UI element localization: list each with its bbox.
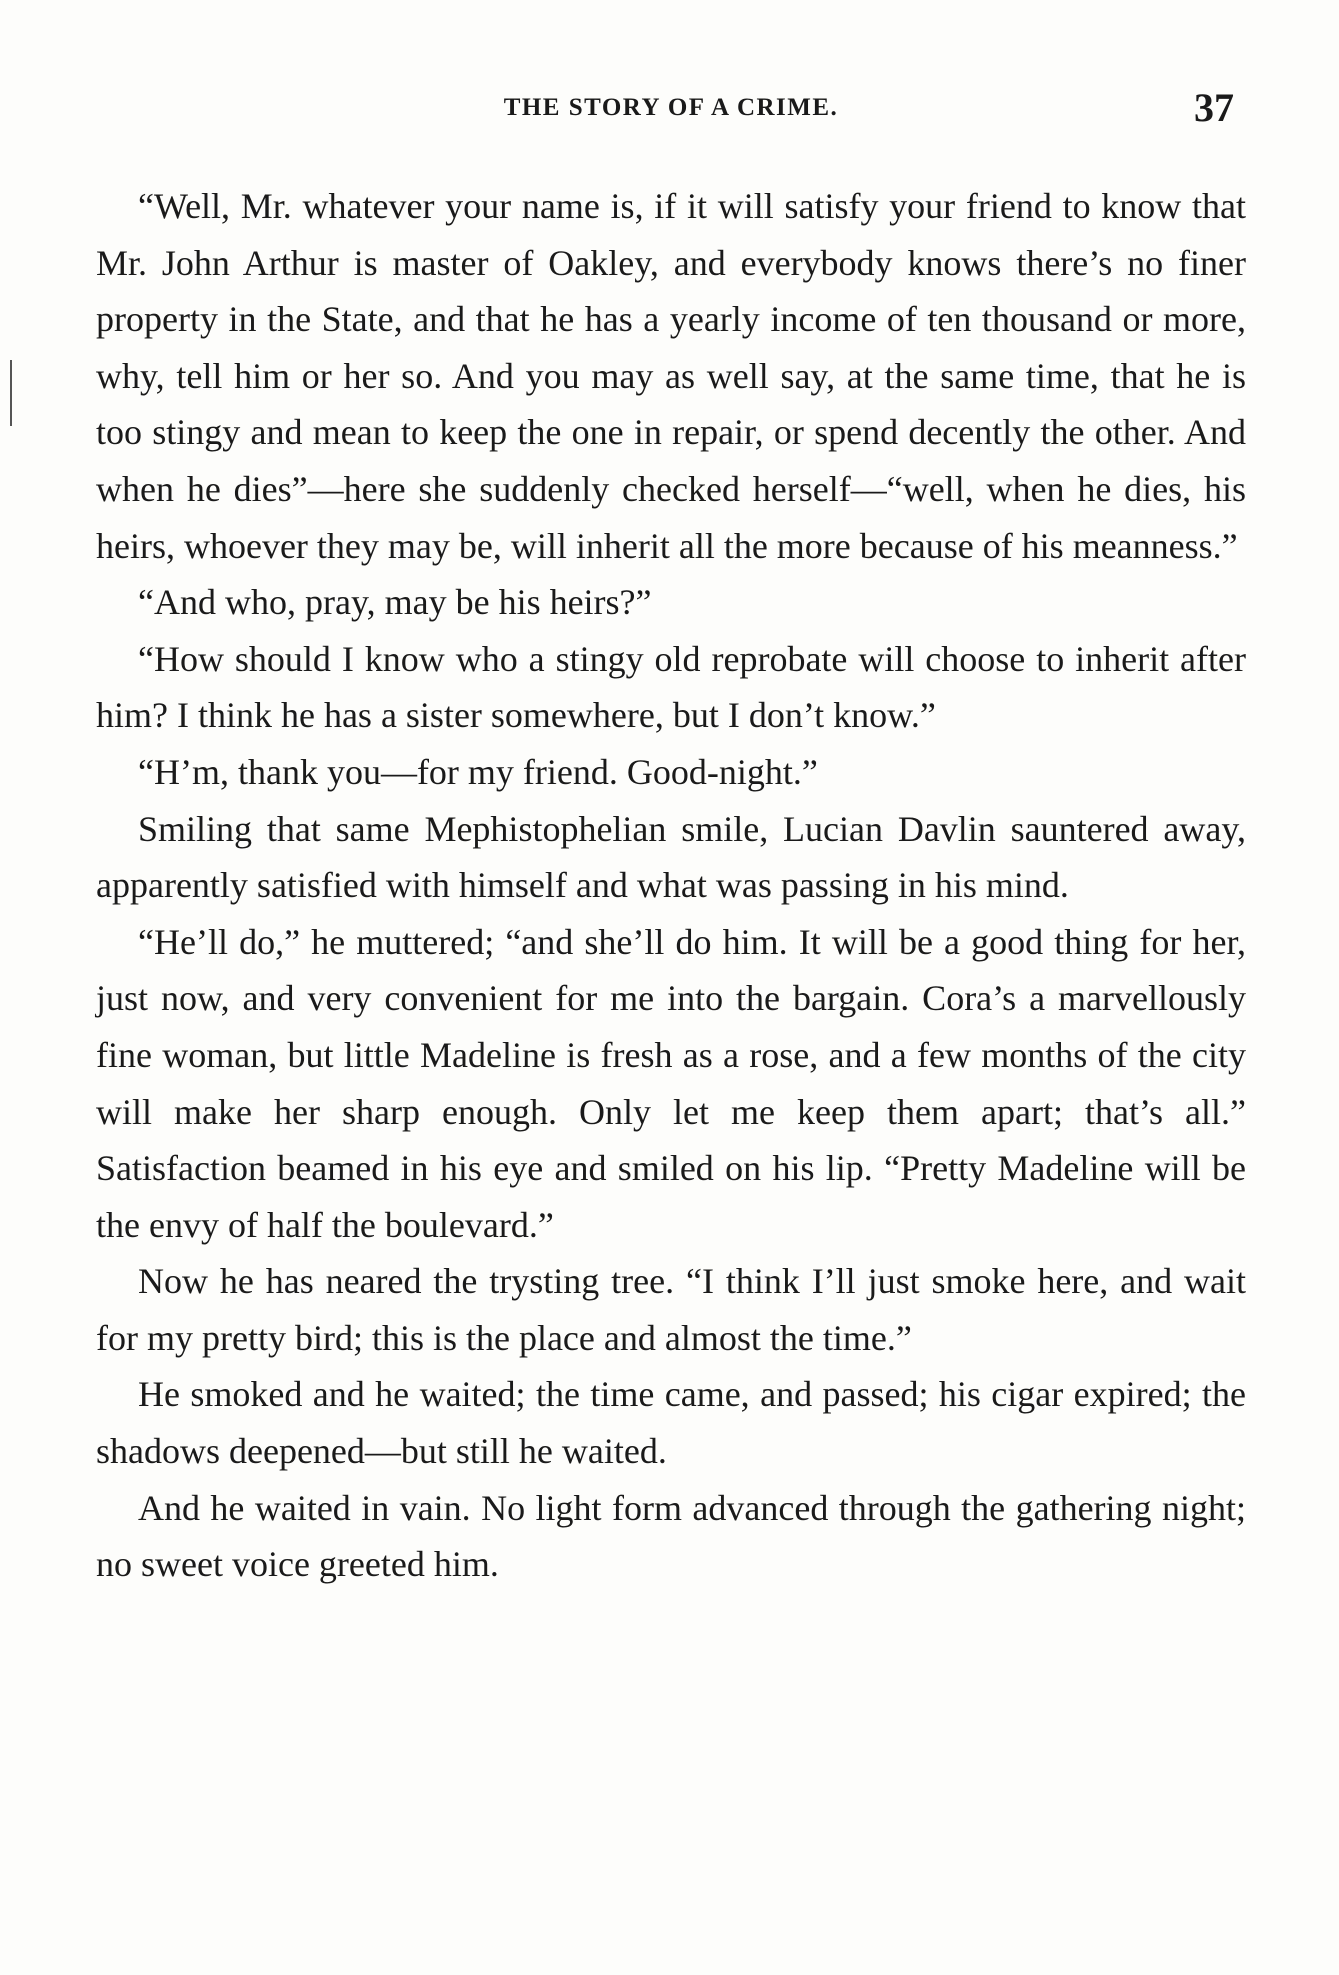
paragraph: “Well, Mr. whatever your name is, if it will satisfy your friend to know that Mr. John Arthur is master of Oakley, and everybody knows there’s no finer property in the State, and that he has a yearly income of ten thousand or more, why, tell him or her so. And you may as well say, at the same time, that he is too stingy and mean to keep the one in repair, or spend decently the other. And when he dies”—here she suddenly checked herself—“well, when he dies, his heirs, whoever they may be, will inherit all the more because of his meanness.”: [96, 186, 1246, 566]
paragraph: And he waited in vain. No light form advanced through the gathering night; no sweet voice greeted him.: [96, 1487, 1246, 1585]
paragraph: “How should I know who a stingy old reprobate will choose to inherit after him? I think he has a sister somewhere, but I don’t know.”: [96, 638, 1246, 736]
margin-mark: [10, 360, 12, 426]
page-number: 37: [1194, 85, 1234, 130]
paragraph: “He’ll do,” he muttered; “and she’ll do him. It will be a good thing for her, just now, and very convenient for me into the bargain. Cora’s a marvellously fine woman, but little Madeline is fresh as a rose, and a few months of the city will make her sharp enough. Only let me keep them apart; that’s all.” Satisfaction beamed in his eye and smiled on his lip. “Pretty Madeline will be the envy of half the boulevard.”: [96, 921, 1246, 1245]
body-text: [96, 178, 1246, 1593]
paragraph: He smoked and he waited; the time came, and passed; his cigar expired; the shadows deepened—but still he waited.: [96, 1374, 1246, 1472]
running-title: THE STORY OF A CRIME.: [503, 94, 839, 121]
paragraph: Smiling that same Mephistophelian smile, Lucian Davlin sauntered away, apparently satisfied with himself and what was passing in his mind.: [96, 808, 1246, 906]
paragraph: Now he has neared the trysting tree. “I think I’ll just smoke here, and wait for my pretty bird; this is the place and almost the time.”: [96, 1261, 1246, 1358]
running-head: [96, 84, 1246, 134]
paragraph: “H’m, thank you—for my friend. Good-night.”: [138, 751, 818, 792]
paragraph: “And who, pray, may be his heirs?”: [138, 582, 652, 623]
